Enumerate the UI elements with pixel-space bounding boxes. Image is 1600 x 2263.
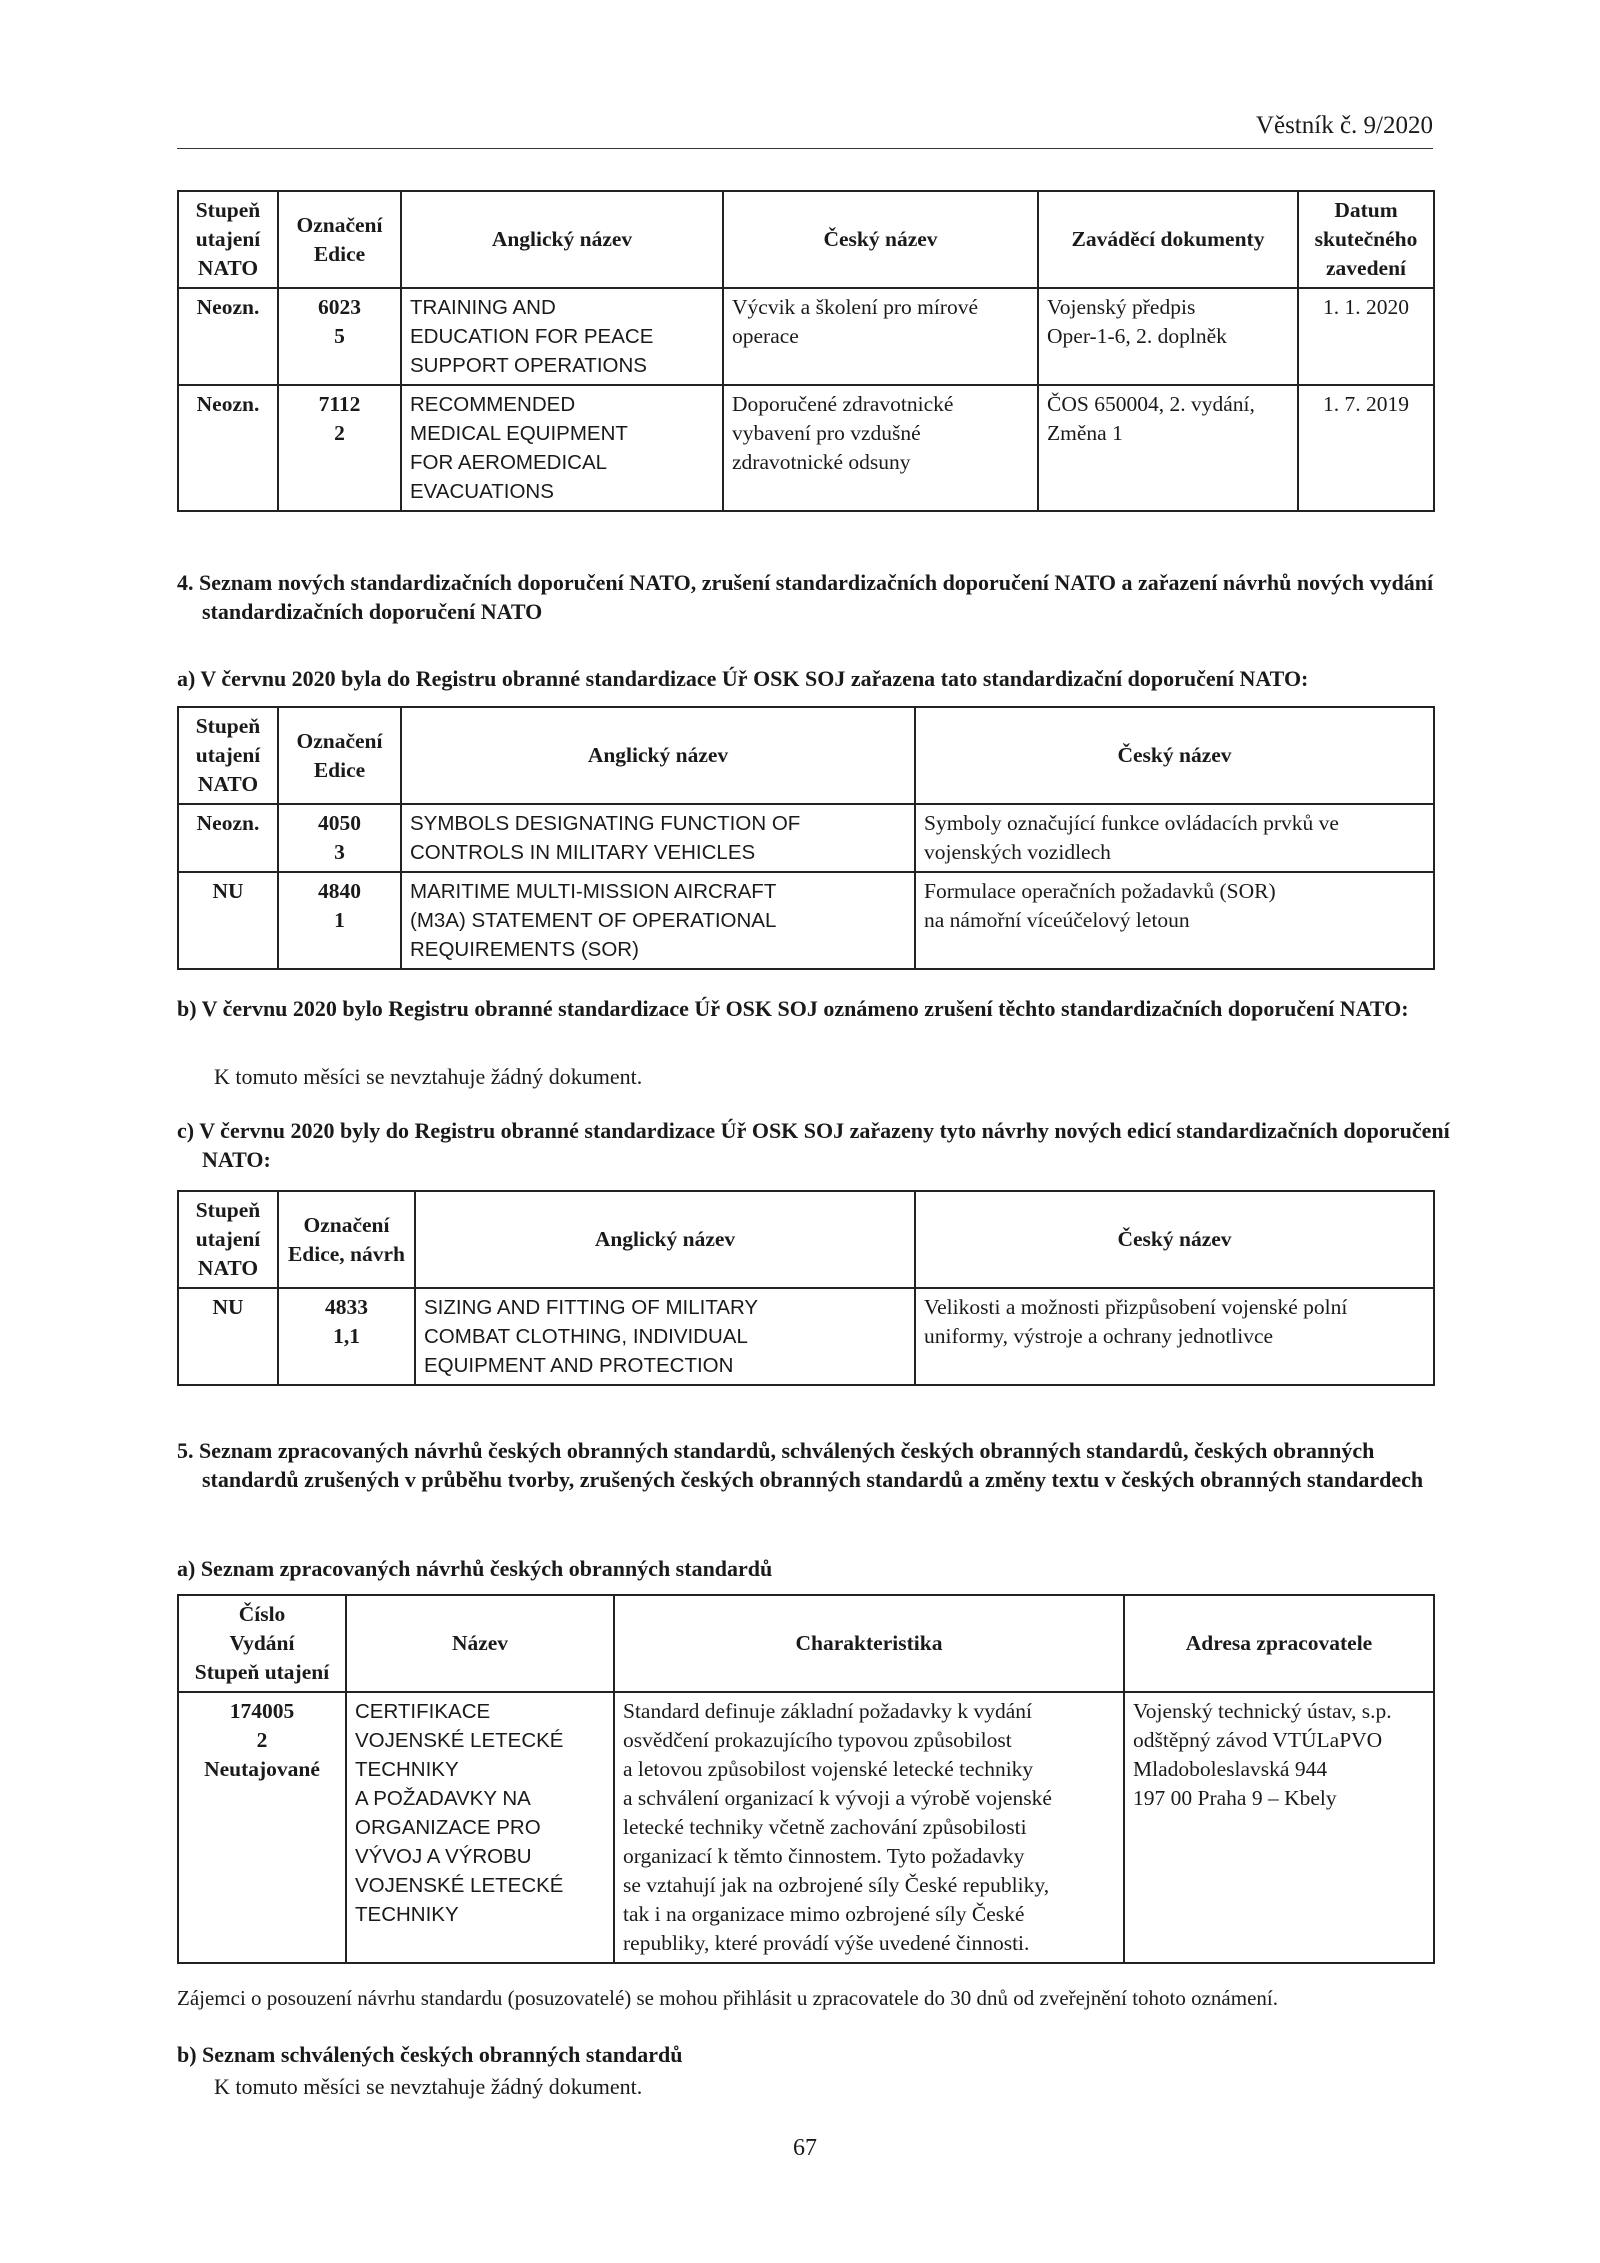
cell-anglicky: TRAINING AND EDUCATION FOR PEACE SUPPORT OPERATIONS — [401, 288, 723, 385]
cell-stupen: NU — [178, 872, 278, 969]
header-stupen: Stupeň utajení NATO — [178, 1191, 278, 1288]
cell-cislo: 174005 2 Neutajované — [178, 1692, 346, 1963]
table-header-row — [178, 191, 1434, 288]
table-czech-standard-drafts — [177, 1594, 1435, 1964]
header-oznaceni: Označení Edice — [278, 191, 401, 288]
cell-stupen: Neozn. — [178, 804, 278, 872]
cell-dokumenty: Vojenský předpis Oper-1-6, 2. doplněk — [1038, 288, 1298, 385]
header-cesky: Český název — [915, 1191, 1434, 1288]
header-dokumenty: Zaváděcí dokumenty — [1038, 191, 1298, 288]
header-cislo: Číslo Vydání Stupeň utajení — [178, 1595, 346, 1692]
section-5a-heading: a) Seznam zpracovaných návrhů českých obranných standardů — [177, 1556, 773, 1581]
table-standardizations-introduced — [177, 190, 1435, 512]
page-header: Věstník č. 9/2020 — [177, 112, 1433, 149]
cell-datum: 1. 1. 2020 — [1298, 288, 1434, 385]
cell-cesky: Formulace operačních požadavků (SOR) na námořní víceúčelový letoun — [915, 872, 1434, 969]
table-4a-container — [177, 706, 1433, 970]
table-row — [178, 872, 1434, 969]
cell-anglicky: SIZING AND FITTING OF MILITARY COMBAT CLOTHING, INDIVIDUAL EQUIPMENT AND PROTECTION — [415, 1288, 915, 1385]
cell-oznaceni: 7112 2 — [278, 385, 401, 511]
header-nazev: Název — [346, 1595, 614, 1692]
cell-cesky: Doporučené zdravotnické vybavení pro vzdušné zdravotnické odsuny — [723, 385, 1038, 511]
table-row — [178, 1692, 1434, 1963]
table-5a-container — [177, 1594, 1433, 1964]
cell-nazev: CERTIFIKACE VOJENSKÉ LETECKÉ TECHNIKY A POŽADAVKY NA ORGANIZACE PRO VÝVOJ A VÝROBU VOJENSKÉ LETECKÉ TECHNIKY — [346, 1692, 614, 1963]
section-4b-heading: b) V červnu 2020 bylo Registru obranné standardizace Úř OSK SOJ oznámeno zrušení těchto standardizačních doporučení NATO: — [177, 996, 1409, 1021]
table-row — [178, 804, 1434, 872]
cell-cesky: Symboly označující funkce ovládacích prvků ve vojenských vozidlech — [915, 804, 1434, 872]
section-5b-note: K tomuto měsíci se nevztahuje žádný dokument. — [214, 2074, 643, 2099]
table-header-row — [178, 1595, 1434, 1692]
cell-dokumenty: ČOS 650004, 2. vydání, Změna 1 — [1038, 385, 1298, 511]
cell-anglicky: RECOMMENDED MEDICAL EQUIPMENT FOR AEROMEDICAL EVACUATIONS — [401, 385, 723, 511]
cell-oznaceni: 4050 3 — [278, 804, 401, 872]
cell-stupen: NU — [178, 1288, 278, 1385]
page-number: 67 — [793, 2135, 817, 2161]
header-adresa: Adresa zpracovatele — [1124, 1595, 1434, 1692]
table-row — [178, 385, 1434, 511]
section-4a-heading: a) V červnu 2020 byla do Registru obranné standardizace Úř OSK SOJ zařazena tato standardizační doporučení NATO: — [177, 666, 1309, 691]
section-4-heading: 4. Seznam nových standardizačních doporučení NATO, zrušení standardizačních doporučení NATO a zařazení návrhů nových vydání standardizačních doporučení NATO — [177, 570, 1434, 624]
header-anglicky: Anglický název — [415, 1191, 915, 1288]
header-oznaceni: Označení Edice, návrh — [278, 1191, 415, 1288]
header-oznaceni: Označení Edice — [278, 707, 401, 804]
table-row — [178, 1288, 1434, 1385]
header-cesky: Český název — [915, 707, 1434, 804]
header-stupen: Stupeň utajení NATO — [178, 707, 278, 804]
header-datum: Datum skutečného zavedení — [1298, 191, 1434, 288]
header-cesky: Český název — [723, 191, 1038, 288]
cell-cesky: Velikosti a možnosti přizpůsobení vojenské polní uniformy, výstroje a ochrany jednotlivce — [915, 1288, 1434, 1385]
section-5-heading: 5. Seznam zpracovaných návrhů českých obranných standardů, schválených českých obranných standardů, českých obranných standardů zrušených v průběhu tvorby, zrušených českých obranných standardů a změny textu v českých obranných standardech — [177, 1438, 1424, 1492]
cell-datum: 1. 7. 2019 — [1298, 385, 1434, 511]
table-header-row — [178, 1191, 1434, 1288]
cell-stupen: Neozn. — [178, 385, 278, 511]
table-1-container — [177, 190, 1433, 512]
cell-anglicky: MARITIME MULTI-MISSION AIRCRAFT (M3A) STATEMENT OF OPERATIONAL REQUIREMENTS (SOR) — [401, 872, 915, 969]
cell-oznaceni: 4840 1 — [278, 872, 401, 969]
section-4b-note: K tomuto měsíci se nevztahuje žádný dokument. — [214, 1064, 643, 1089]
table-header-row — [178, 707, 1434, 804]
cell-cesky: Výcvik a školení pro mírové operace — [723, 288, 1038, 385]
table-new-edition-drafts — [177, 1190, 1435, 1386]
section-5b-heading: b) Seznam schválených českých obranných standardů — [177, 2042, 683, 2067]
cell-adresa: Vojenský technický ústav, s.p. odštěpný závod VTÚLaPVO Mladoboleslavská 944 197 00 Praha 9 – Kbely — [1124, 1692, 1434, 1963]
table-new-standardization-recommendations — [177, 706, 1435, 970]
cell-oznaceni: 6023 5 — [278, 288, 401, 385]
cell-charakteristika: Standard definuje základní požadavky k vydání osvědčení prokazujícího typovou způsobilost a letovou způsobilost vojenské letecké techniky a schválení organizací k vývoji a výrobě vojenské letecké techniky včetně zachování způsobilosti organizací k těmto činnostem. Tyto požadavky se vztahují jak na ozbrojené síly České republiky, tak i na organizace mimo ozbrojené síly České republiky, které provádí výše uvedené činnosti. — [614, 1692, 1124, 1963]
header-anglicky: Anglický název — [401, 191, 723, 288]
table-4c-container — [177, 1190, 1433, 1386]
header-charakteristika: Charakteristika — [614, 1595, 1124, 1692]
header-anglicky: Anglický název — [401, 707, 915, 804]
header-stupen: Stupeň utajení NATO — [178, 191, 278, 288]
cell-anglicky: SYMBOLS DESIGNATING FUNCTION OF CONTROLS IN MILITARY VEHICLES — [401, 804, 915, 872]
section-4c-heading: c) V červnu 2020 byly do Registru obranné standardizace Úř OSK SOJ zařazeny tyto návrhy nových edicí standardizačních doporučení NATO: — [177, 1118, 1450, 1172]
cell-stupen: Neozn. — [178, 288, 278, 385]
table-row — [178, 288, 1434, 385]
cell-oznaceni: 4833 1,1 — [278, 1288, 415, 1385]
section-5a-note: Zájemci o posouzení návrhu standardu (posuzovatelé) se mohou přihlásit u zpracovatele do 30 dnů od zveřejnění tohoto oznámení. — [177, 1986, 1278, 2010]
